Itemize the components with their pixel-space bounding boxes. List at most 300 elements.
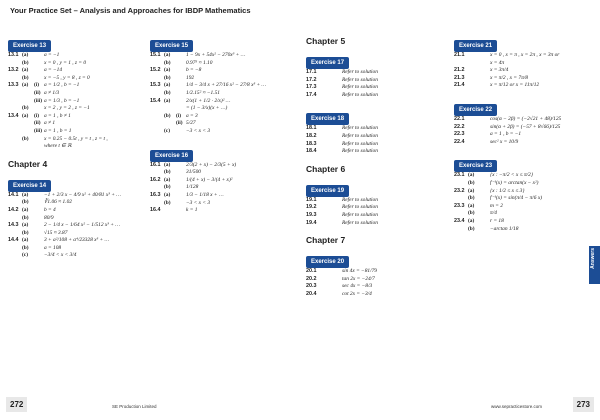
- part-label: (b): [468, 195, 475, 202]
- subpart-label: [34, 222, 44, 230]
- answer-row: [454, 116, 592, 124]
- part-label: [320, 204, 332, 212]
- answer-text: r = 18: [490, 217, 504, 224]
- right-page-number: 273: [573, 397, 594, 412]
- part-label: [320, 197, 332, 205]
- subpart-label: [176, 207, 186, 215]
- answer-text: Refer to solution: [342, 84, 378, 91]
- part-label: [22, 90, 34, 98]
- answer-row: [306, 220, 444, 228]
- subpart-label: (i): [34, 82, 40, 89]
- question-number: [8, 105, 22, 113]
- part-label: (a): [468, 172, 475, 179]
- answer-row: [8, 136, 146, 144]
- part-label: [468, 60, 480, 68]
- answer-text: x = 0 , x = π , x = 2π , x = 3π or: [490, 52, 560, 58]
- part-label: (b): [22, 199, 29, 206]
- answer-text: a ≠ 1: [44, 120, 56, 127]
- question-number: 13.4: [8, 112, 19, 119]
- subpart-label: (ii): [176, 120, 183, 127]
- question-number: 19.2: [306, 204, 317, 211]
- answer-text: 2/3(2 + x) − 2/3(5 + x): [186, 161, 237, 168]
- answer-row: [150, 82, 302, 90]
- question-number: 16.2: [150, 176, 161, 183]
- question-number: [8, 90, 22, 98]
- subpart-label: [34, 60, 44, 68]
- answer-text: Refer to solution: [342, 211, 378, 218]
- part-label: [164, 207, 176, 215]
- part-label: [320, 148, 332, 156]
- subpart-label: [480, 124, 490, 132]
- answer-row: [150, 52, 302, 60]
- part-label: (b): [164, 184, 171, 191]
- answer-row: [8, 120, 146, 128]
- part-label: (a): [164, 161, 171, 168]
- part-label: [468, 131, 480, 139]
- part-label: [320, 133, 332, 141]
- subpart-label: [332, 125, 342, 133]
- subpart-label: [34, 136, 44, 144]
- column-1: [8, 34, 146, 268]
- answer-row: [306, 291, 444, 299]
- part-label: (a): [22, 52, 29, 58]
- answer-row: [454, 131, 592, 139]
- chapter-7-heading: Chapter 7: [306, 235, 346, 246]
- answer-row: [306, 276, 444, 284]
- exercise-13-rows: [8, 52, 146, 151]
- exercise-21-tab: Exercise 21: [454, 40, 497, 52]
- question-number: 16.3: [150, 191, 161, 198]
- answer-row: [306, 212, 444, 220]
- answer-text: Refer to solution: [342, 132, 378, 139]
- exercise-19: [306, 179, 444, 227]
- answer-text: f⁻¹(x) = sin(π/4 − π/6 x): [490, 195, 543, 202]
- answer-text: m = 2: [490, 202, 503, 209]
- question-number: 23.1: [454, 172, 465, 179]
- question-number: 15.1: [150, 52, 161, 58]
- answer-text: 1/3 − 1/18 x + …: [186, 191, 224, 198]
- question-number: [150, 128, 164, 136]
- subpart-label: [480, 180, 490, 188]
- answer-text: x = π/2 , x = 7π/8: [490, 74, 528, 81]
- answer-row: [150, 207, 302, 215]
- answer-text: Refer to solution: [342, 140, 378, 147]
- exercise-14-rows: [8, 192, 146, 260]
- part-label: [320, 69, 332, 77]
- subpart-label: [480, 52, 490, 60]
- page-header: Your Practice Set – Analysis and Approaches for IBDP Mathematics: [10, 6, 251, 15]
- question-number: [8, 199, 22, 207]
- subpart-label: [176, 82, 186, 90]
- part-label: (b): [22, 105, 29, 112]
- part-label: (b): [468, 210, 475, 217]
- part-label: [468, 75, 480, 83]
- answer-text: Refer to solution: [342, 69, 378, 75]
- subpart-label: [176, 67, 186, 75]
- question-number: 19.4: [306, 219, 317, 226]
- subpart-label: [480, 67, 490, 75]
- question-number: 20.4: [306, 290, 317, 297]
- answer-text: 0.97⁵ ≈ 1.10: [186, 59, 213, 66]
- subpart-label: [176, 192, 186, 200]
- answer-text: cot 2x = −3/4: [342, 290, 372, 297]
- answer-row: [454, 172, 592, 180]
- part-label: (b): [164, 169, 171, 176]
- question-number: 14.2: [8, 206, 19, 213]
- question-number: 18.4: [306, 148, 317, 155]
- answer-row: [8, 215, 146, 223]
- answer-row: [150, 75, 302, 83]
- part-label: (a): [22, 237, 29, 244]
- answer-row: [150, 162, 302, 170]
- answer-text: π/4: [490, 210, 497, 217]
- part-label: (b): [164, 59, 171, 66]
- subpart-label: [332, 268, 342, 276]
- column-3: [306, 34, 444, 307]
- answer-row: [454, 124, 592, 132]
- answer-row: [8, 113, 146, 121]
- part-label: (b): [468, 225, 475, 232]
- answer-text: Refer to solution: [342, 219, 378, 226]
- subpart-label: [176, 128, 186, 136]
- part-label: [22, 120, 34, 128]
- answer-text: {x : −π/2 < x ≤ π/2}: [490, 172, 533, 179]
- answer-row: [306, 69, 444, 77]
- subpart-label: [332, 69, 342, 77]
- subpart-label: [480, 116, 490, 124]
- answer-row: [8, 207, 146, 215]
- question-number: [150, 169, 164, 177]
- answer-text: a = 1/2 , b = −1: [44, 82, 80, 89]
- part-label: [320, 291, 332, 299]
- answer-row: [454, 139, 592, 147]
- answer-row: [306, 84, 444, 92]
- subpart-label: [176, 177, 186, 185]
- question-number: [8, 143, 22, 151]
- question-number: [150, 184, 164, 192]
- question-number: 13.3: [8, 82, 19, 89]
- answer-row: [8, 222, 146, 230]
- subpart-label: [34, 52, 44, 60]
- part-label: [164, 120, 176, 128]
- question-number: 14.1: [8, 191, 19, 198]
- question-number: 21.4: [454, 82, 465, 89]
- part-label: [468, 116, 480, 124]
- answer-text: x = π/12 or x = 11π/12: [490, 82, 540, 89]
- answer-text: Refer to solution: [342, 76, 378, 83]
- subpart-label: [480, 203, 490, 211]
- subpart-label: [480, 226, 490, 234]
- answer-text: a = −1: [44, 52, 60, 58]
- part-label: [320, 212, 332, 220]
- answer-row: [454, 210, 592, 218]
- subpart-label: [480, 82, 490, 90]
- exercise-15: [150, 34, 302, 136]
- part-label: (a): [22, 206, 29, 213]
- answer-text: a = 1 , b = −1: [490, 131, 522, 138]
- question-number: 19.1: [306, 196, 317, 203]
- part-label: (b): [22, 59, 29, 66]
- part-label: (c): [164, 127, 170, 134]
- left-footer-text: SE Production Limited: [112, 404, 157, 409]
- question-number: [150, 90, 164, 98]
- subpart-label: [34, 215, 44, 223]
- exercise-19-tab: Exercise 19: [306, 185, 349, 197]
- exercise-22-tab: Exercise 22: [454, 104, 497, 116]
- answer-text: Refer to solution: [342, 204, 378, 211]
- part-label: (a): [22, 112, 29, 119]
- subpart-label: [34, 245, 44, 253]
- question-number: 14.4: [8, 237, 19, 244]
- subpart-label: [34, 252, 44, 260]
- answer-row: [8, 52, 146, 60]
- question-number: 22.4: [454, 138, 465, 145]
- answer-row: [8, 82, 146, 90]
- question-number: [8, 136, 22, 144]
- subpart-label: [332, 77, 342, 85]
- question-number: 17.3: [306, 84, 317, 91]
- answer-text: ∛1.06 ≈ 1.02: [44, 199, 72, 206]
- subpart-label: [332, 84, 342, 92]
- exercise-21-rows: [454, 52, 592, 90]
- exercise-23-tab: Exercise 23: [454, 160, 497, 172]
- question-number: [8, 128, 22, 136]
- question-number: [150, 60, 164, 68]
- answer-text: x = −5 , y = 8 , z = 0: [44, 74, 90, 81]
- question-number: [454, 60, 468, 68]
- answer-row: [454, 195, 592, 203]
- part-label: [320, 92, 332, 100]
- answer-text: a = 108: [44, 244, 62, 251]
- answer-row: [150, 113, 302, 121]
- question-number: 15.3: [150, 82, 161, 89]
- answer-text: {x : 1/2 ≤ x ≤ 3}: [490, 187, 525, 194]
- answer-text: 1/128: [186, 184, 199, 191]
- question-number: 22.1: [454, 115, 465, 122]
- answer-row: [8, 60, 146, 68]
- answer-text: −3 < x < 3: [186, 199, 211, 206]
- question-number: 18.1: [306, 125, 317, 132]
- part-label: (a): [22, 191, 29, 198]
- exercise-23-rows: [454, 172, 592, 233]
- answer-text: x = 0 , y = 1 , z = 0: [44, 59, 87, 66]
- answer-text: 80/9: [44, 214, 54, 221]
- exercise-22: [454, 98, 592, 146]
- question-number: [8, 75, 22, 83]
- part-label: [468, 82, 480, 90]
- subpart-label: [332, 92, 342, 100]
- answer-row: [150, 169, 302, 177]
- answer-text: x = 2 , y = 2 , z = −1: [44, 105, 90, 112]
- answer-text: a = 3: [186, 112, 198, 119]
- answer-text: b = −8: [186, 67, 202, 74]
- question-number: [454, 180, 468, 188]
- question-number: 15.2: [150, 67, 161, 74]
- subpart-label: (ii): [34, 89, 41, 96]
- subpart-label: [332, 204, 342, 212]
- subpart-label: [480, 195, 490, 203]
- subpart-label: [176, 184, 186, 192]
- answer-row: [150, 200, 302, 208]
- question-number: 17.1: [306, 69, 317, 75]
- subpart-label: [480, 139, 490, 147]
- question-number: 15.4: [150, 97, 161, 104]
- answer-text: sec 4x = −8/3: [342, 283, 373, 290]
- subpart-label: [332, 141, 342, 149]
- part-label: (b): [22, 214, 29, 221]
- part-label: [164, 105, 176, 113]
- column-2: [150, 34, 302, 223]
- chapter-5-heading: Chapter 5: [306, 36, 346, 46]
- subpart-label: [176, 105, 186, 113]
- part-label: (a): [164, 67, 171, 74]
- answer-row: [8, 237, 146, 245]
- question-number: [150, 105, 164, 113]
- exercise-23: [454, 154, 592, 233]
- subpart-label: [176, 162, 186, 170]
- answer-text: 1/4 − 3/4 x + 27/16 x² − 27/8 x³ + …: [186, 82, 267, 89]
- subpart-label: [480, 218, 490, 226]
- answers-side-tab: [589, 246, 600, 284]
- part-label: (a): [164, 82, 171, 89]
- answer-text: f⁻¹(x) = arctan(x − x²): [490, 179, 539, 186]
- answer-text: sin(α + 2β) = (−57 + 8√66)/125: [490, 123, 561, 130]
- answer-row: [8, 143, 146, 151]
- question-number: 13.1: [8, 52, 19, 58]
- part-label: (a): [164, 191, 171, 198]
- answer-text: a = 1 , b = 1: [44, 127, 72, 134]
- question-number: [8, 120, 22, 128]
- answer-row: [454, 67, 592, 75]
- part-label: (a): [22, 82, 29, 89]
- part-label: [468, 67, 480, 75]
- part-label: (a): [22, 67, 29, 74]
- part-label: (a): [164, 52, 171, 58]
- answer-row: [306, 204, 444, 212]
- answer-row: [8, 128, 146, 136]
- chapter-4-heading: Chapter 4: [8, 158, 48, 169]
- exercise-22-rows: [454, 116, 592, 146]
- part-label: [320, 276, 332, 284]
- answer-text: a = 1 , b ≠ 1: [44, 112, 71, 119]
- question-number: 16.1: [150, 161, 161, 168]
- answer-text: −1 + 2/3 x − 4/9 x² + 40/81 x³ + …: [44, 191, 121, 198]
- answer-row: [150, 90, 302, 98]
- question-number: [8, 215, 22, 223]
- subpart-label: [176, 60, 186, 68]
- question-number: [8, 245, 22, 253]
- answer-row: [150, 120, 302, 128]
- subpart-label: [332, 291, 342, 299]
- question-number: [150, 120, 164, 128]
- answer-text: tan 2x = −24/7: [342, 275, 375, 282]
- exercise-17-rows: [306, 69, 444, 99]
- answer-text: x = 4π: [490, 59, 505, 66]
- question-number: [150, 200, 164, 208]
- left-page-number: 272: [6, 397, 27, 412]
- answer-row: [8, 230, 146, 238]
- subpart-label: [332, 283, 342, 291]
- answer-row: [454, 218, 592, 226]
- column-4: [454, 34, 592, 241]
- answer-text: Refer to solution: [342, 196, 378, 203]
- answer-row: [8, 67, 146, 75]
- answer-text: k = 1: [186, 207, 198, 214]
- subpart-label: [176, 75, 186, 83]
- answer-row: [306, 268, 444, 276]
- part-label: (a): [468, 187, 475, 194]
- answer-text: 5/27: [186, 120, 196, 127]
- question-number: [454, 226, 468, 234]
- part-label: [22, 128, 34, 136]
- question-number: 18.2: [306, 132, 317, 139]
- subpart-label: [34, 67, 44, 75]
- answer-row: [150, 60, 302, 68]
- subpart-label: (iii): [34, 127, 43, 134]
- subpart-label: [332, 197, 342, 205]
- answer-text: 2 − 1/4 x − 1/64 x² − 1/512 x³ + …: [44, 222, 121, 229]
- part-label: (b): [22, 135, 29, 142]
- answer-row: [454, 188, 592, 196]
- subpart-label: [480, 60, 490, 68]
- question-number: 17.4: [306, 91, 317, 98]
- subpart-label: [176, 52, 186, 60]
- subpart-label: (i): [34, 112, 40, 119]
- subpart-label: [480, 75, 490, 83]
- answer-row: [150, 105, 302, 113]
- part-label: (b): [22, 74, 29, 81]
- part-label: (b): [164, 112, 171, 119]
- question-number: 20.3: [306, 283, 317, 290]
- part-label: [320, 125, 332, 133]
- part-label: (a): [22, 222, 29, 229]
- part-label: [22, 143, 34, 151]
- subpart-label: (iii): [34, 97, 43, 104]
- exercise-16-tab: Exercise 16: [150, 150, 193, 162]
- chapter-6-heading: Chapter 6: [306, 163, 346, 174]
- subpart-label: [34, 105, 44, 113]
- subpart-label: [176, 90, 186, 98]
- answer-row: [454, 226, 592, 234]
- answer-text: sin 4x = −81/79: [342, 268, 377, 275]
- answer-row: [8, 252, 146, 260]
- exercise-17-tab: Exercise 17: [306, 57, 349, 69]
- answer-text: 1 − 9x + 54x² − 270x³ + …: [186, 52, 246, 58]
- exercise-16: [150, 144, 302, 215]
- subpart-label: [176, 200, 186, 208]
- answer-text: √15 ≈ 3.87: [44, 229, 68, 236]
- part-label: (b): [22, 244, 29, 251]
- answer-row: [8, 199, 146, 207]
- exercise-19-rows: [306, 197, 444, 227]
- part-label: (a): [468, 202, 475, 209]
- answer-text: a = −14: [44, 67, 63, 74]
- question-number: [8, 98, 22, 106]
- exercise-20-rows: [306, 268, 444, 298]
- subpart-label: [480, 188, 490, 196]
- exercise-13: [8, 34, 146, 151]
- question-number: [150, 113, 164, 121]
- question-number: 23.4: [454, 217, 465, 224]
- answer-row: [306, 133, 444, 141]
- subpart-label: [176, 98, 186, 106]
- subpart-label: [480, 210, 490, 218]
- question-number: 22.3: [454, 131, 465, 138]
- question-number: 21.1: [454, 52, 465, 58]
- exercise-18-rows: [306, 125, 444, 155]
- answer-text: 2/x(1 + 1/2 · 2/x)² …: [186, 97, 231, 104]
- exercise-21: [454, 34, 592, 90]
